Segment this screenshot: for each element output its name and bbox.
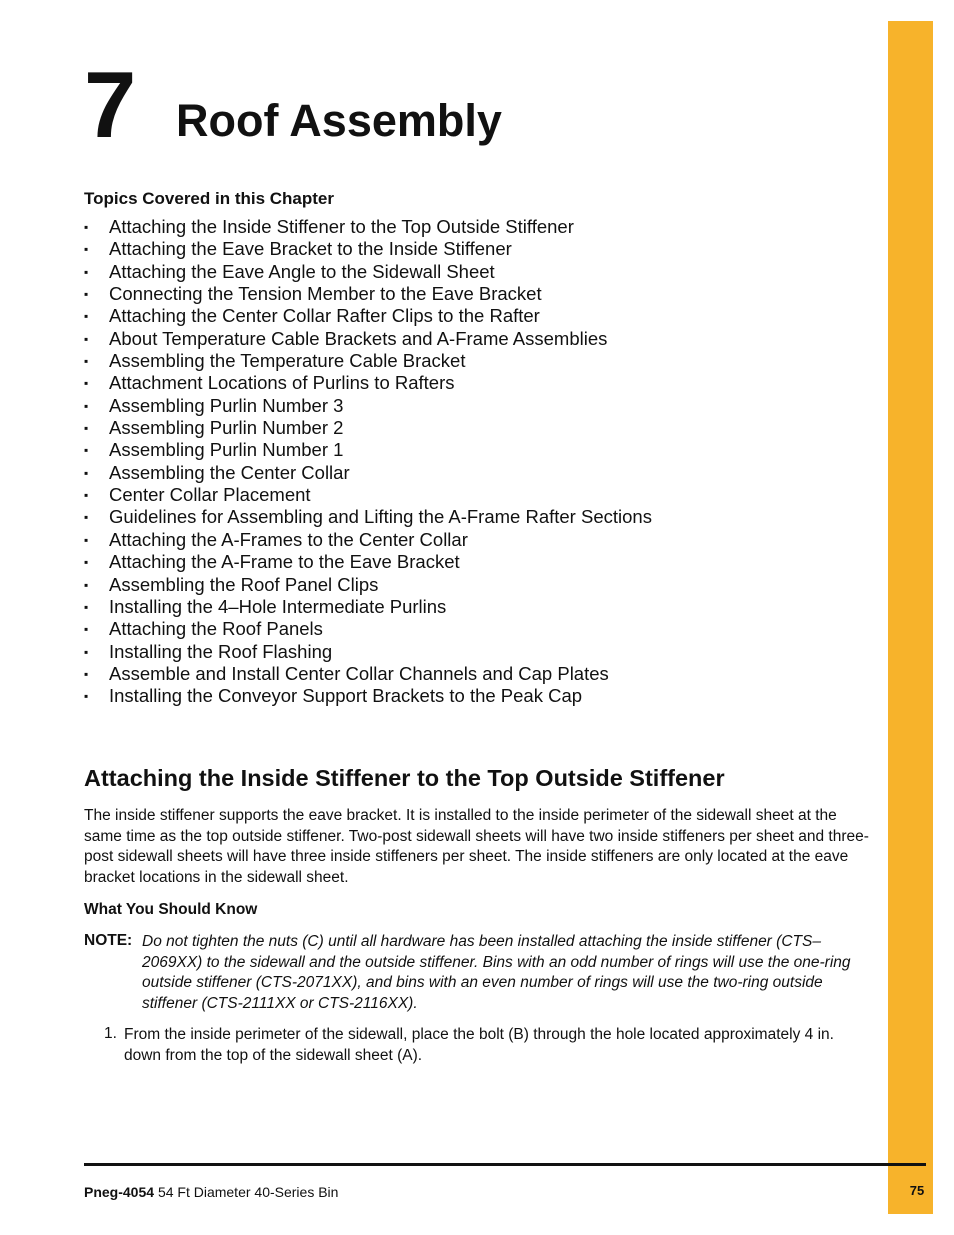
bullet-icon: ▪ <box>84 309 89 324</box>
topic-item-label: Assembling Purlin Number 3 <box>109 394 344 416</box>
topic-item-label: Installing the Roof Flashing <box>109 640 333 662</box>
note-text: Do not tighten the nuts (C) until all hardware has been installed attaching the inside stiffener (CTS–2069XX) to the sidewall and the outside stiffener. Bins with an odd number of rings will use the one-ring outside stiffener (CTS-2071XX), and bins with an even number of rings will use the two-ring outside stiffener (CTS-2111XX or CTS-2116XX). <box>142 933 851 1012</box>
topic-item-label: Attaching the Inside Stiffener to the Top Outside Stiffener <box>109 216 574 237</box>
chapter-number: 7 <box>84 52 137 157</box>
topic-item-label: Connecting the Tension Member to the Eave Bracket <box>109 283 542 305</box>
step-text: From the inside perimeter of the sidewall, place the bolt (B) through the hole located approximately 4 in. down from the top of the sidewall sheet (A). <box>124 1026 834 1064</box>
bullet-icon: ▪ <box>84 354 89 369</box>
topic-item-label: Center Collar Placement <box>109 484 311 506</box>
topic-item-label: Assemble and Install Center Collar Channels and Cap Plates <box>109 662 609 684</box>
bullet-icon: ▪ <box>84 376 89 391</box>
topic-item-label: Installing the Conveyor Support Brackets to the Peak Cap <box>109 685 583 707</box>
bullet-icon: ▪ <box>84 398 89 413</box>
topic-item <box>84 261 652 283</box>
bullet-icon: ▪ <box>84 599 89 614</box>
topics-heading: Topics Covered in this Chapter <box>84 189 335 208</box>
topic-item <box>84 305 652 327</box>
section-heading: Attaching the Inside Stiffener to the Top Outside Stiffener <box>84 765 725 791</box>
chapter-side-tab <box>888 21 933 1214</box>
topic-item <box>84 328 652 350</box>
topics-list <box>84 216 652 708</box>
bullet-icon: ▪ <box>84 622 89 637</box>
topic-item-label: Assembling the Roof Panel Clips <box>109 573 379 595</box>
section-body-paragraph: The inside stiffener supports the eave bracket. It is installed to the inside perimeter of the sidewall sheet at the same time as the top outside stiffener. Two-post sidewall sheets will have two inside stiffeners per sheet and three-post sidewall sheets will have three inside stiffeners per sheet. The inside stiffeners are only located at the eave bracket locations in the sidewall sheet. <box>84 807 869 886</box>
bullet-icon: ▪ <box>84 644 89 659</box>
topic-item-label: Assembling the Temperature Cable Bracket <box>109 350 466 372</box>
page-number: 75 <box>909 1183 925 1198</box>
topic-item <box>84 238 652 260</box>
footer-doc-title: 54 Ft Diameter 40-Series Bin <box>157 1184 339 1200</box>
topic-item <box>84 663 652 685</box>
bullet-icon: ▪ <box>84 421 89 436</box>
topic-item-label: Attaching the A-Frame to the Eave Bracket <box>109 551 460 573</box>
topic-item <box>84 395 652 417</box>
step-number: 1. <box>104 1025 117 1042</box>
topic-item-label: Guidelines for Assembling and Lifting the A-Frame Rafter Sections <box>109 506 652 528</box>
bullet-icon: ▪ <box>84 555 89 570</box>
topic-item <box>84 484 652 506</box>
topic-item-label: Attachment Locations of Purlins to Rafters <box>109 372 455 394</box>
topic-item-label: Attaching the Eave Angle to the Sidewall Sheet <box>109 260 495 282</box>
bullet-icon: ▪ <box>84 242 89 257</box>
bullet-icon: ▪ <box>84 577 89 592</box>
topic-item <box>84 596 652 618</box>
topic-item-label: Installing the 4–Hole Intermediate Purlins <box>109 595 447 617</box>
topic-item <box>84 685 652 707</box>
bullet-icon: ▪ <box>84 331 89 346</box>
topic-item-label: Assembling Purlin Number 2 <box>109 417 344 439</box>
bullet-icon: ▪ <box>84 666 89 681</box>
topic-item <box>84 417 652 439</box>
topic-item <box>84 618 652 640</box>
topic-item <box>84 462 652 484</box>
what-you-should-know-heading: What You Should Know <box>84 901 258 918</box>
chapter-title: Roof Assembly <box>176 95 502 146</box>
bullet-icon: ▪ <box>84 264 89 279</box>
bullet-icon: ▪ <box>84 689 89 704</box>
footer-document-info <box>84 1184 338 1200</box>
note-label: NOTE: <box>84 932 133 949</box>
topic-item <box>84 641 652 663</box>
bullet-icon: ▪ <box>84 220 89 234</box>
topic-item <box>84 216 652 238</box>
topic-item-label: Attaching the Roof Panels <box>109 618 323 640</box>
topic-item-label: Attaching the Center Collar Rafter Clips to the Rafter <box>109 305 540 327</box>
topic-item-label: Attaching the A-Frames to the Center Collar <box>109 528 468 550</box>
topic-item <box>84 350 652 372</box>
footer-doc-id: Pneg-4054 <box>84 1184 155 1200</box>
topic-item-label: Attaching the Eave Bracket to the Inside Stiffener <box>109 238 512 260</box>
bullet-icon: ▪ <box>84 488 89 503</box>
bullet-icon: ▪ <box>84 510 89 525</box>
topic-item <box>84 574 652 596</box>
topic-item <box>84 506 652 528</box>
bullet-icon: ▪ <box>84 465 89 480</box>
bullet-icon: ▪ <box>84 532 89 547</box>
topic-item <box>84 551 652 573</box>
topic-item-label: About Temperature Cable Brackets and A-Frame Assemblies <box>109 327 608 349</box>
topic-item <box>84 439 652 461</box>
topic-item-label: Assembling Purlin Number 1 <box>109 439 344 461</box>
topic-item-label: Assembling the Center Collar <box>109 461 350 483</box>
topic-item <box>84 372 652 394</box>
topic-item <box>84 283 652 305</box>
topic-item <box>84 529 652 551</box>
bullet-icon: ▪ <box>84 287 89 302</box>
footer-divider <box>84 1163 926 1166</box>
bullet-icon: ▪ <box>84 443 89 458</box>
